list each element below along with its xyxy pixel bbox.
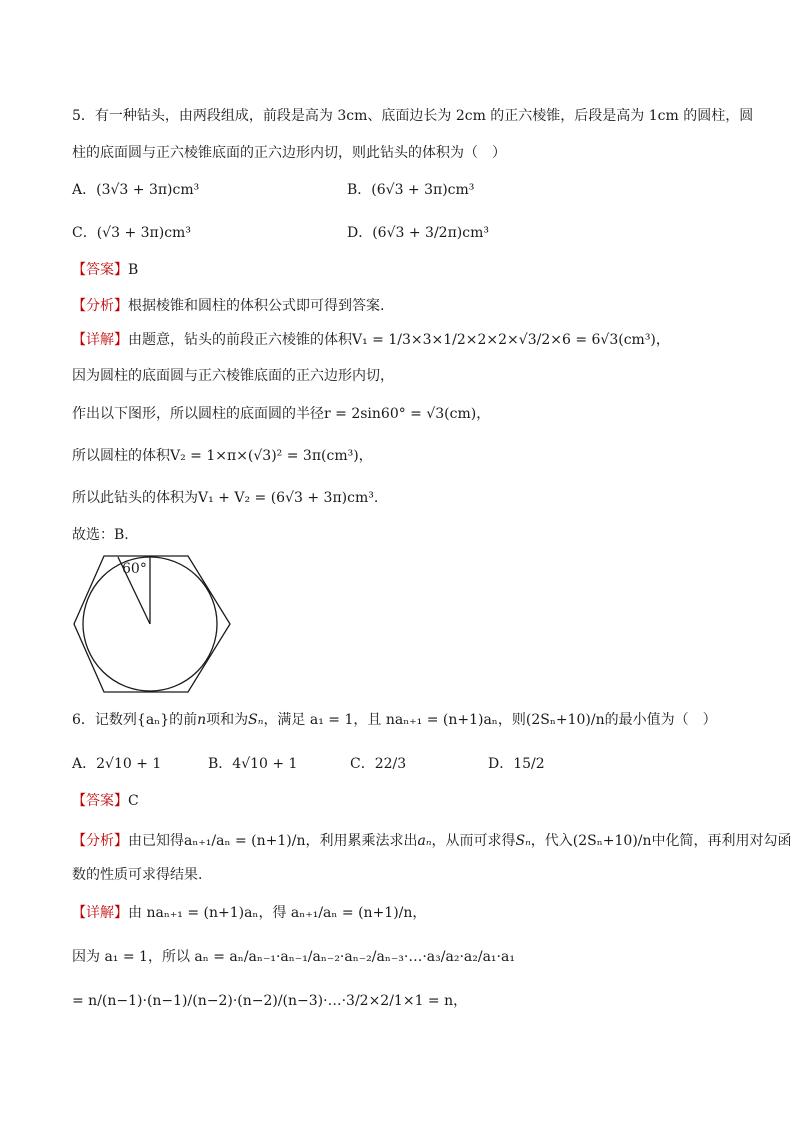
detail-text: 所以此钻头的体积为 (72, 490, 198, 506)
q6-stem (72, 710, 717, 730)
q6-detail-2: 因为 a₁ = 1，所以 aₙ = aₙ/aₙ₋₁·aₙ₋₁/aₙ₋₂·aₙ₋₂/aₙ₋₃·…·a₃/a₂·a₂/a₁·a₁ (72, 949, 515, 965)
q6-stem-mid2: 项和为 (206, 712, 249, 728)
analysis-text: ，从而可求得 (431, 833, 516, 849)
analysis-expr: (2Sₙ+10)/n (572, 833, 652, 849)
answer-value: B (128, 262, 139, 278)
detail-text: 所以圆柱的体积 (72, 448, 170, 464)
q5-detail-4 (72, 446, 373, 466)
q5-analysis (72, 296, 384, 316)
analysis-text: ，利用累乘法求出 (305, 833, 418, 849)
q6-stem-end: 的最小值为（ ） (604, 712, 717, 728)
hexagon (74, 556, 230, 692)
detail-equation: V₂ = 1×π×(√3)² = 3π(cm³)， (170, 448, 373, 464)
q6-stem-seq: {aₙ} (136, 712, 170, 728)
analysis-text: 由已知得 (128, 833, 184, 849)
q6-option-d: D．15/2 (488, 756, 545, 772)
analysis-sn: Sₙ (515, 833, 531, 849)
detail-tag: 【详解】 (72, 905, 128, 921)
q6-answer (72, 791, 139, 811)
q6-option-b: B．4√10 + 1 (208, 756, 298, 772)
q5-choose: 故选：B. (72, 527, 129, 543)
hexagon-inscribed-circle-figure (70, 552, 240, 697)
analysis-equation: aₙ₊₁/aₙ = (n+1)/n (184, 833, 306, 849)
q6-option-c: C．22/3 (350, 756, 407, 772)
analysis-tag: 【分析】 (72, 833, 128, 849)
analysis-text: 中化简，再利用对勾函 (651, 833, 792, 849)
detail-text: 由 naₙ₊₁ = (n+1)aₙ，得 aₙ₊₁/aₙ = (n+1)/n， (128, 905, 427, 921)
q6-detail-1 (72, 903, 426, 923)
answer-tag: 【答案】 (72, 793, 128, 809)
q6-stem-expr: (2Sₙ+10)/n (525, 712, 605, 728)
detail-tag: 【详解】 (72, 332, 128, 348)
q5-answer (72, 260, 138, 280)
q5-option-b: B．(6√3 + 3π)cm³ (347, 182, 475, 198)
q6-detail-3: = n/(n−1)·(n−1)/(n−2)·(n−2)/(n−3)·…·3/2×2/1×1 = n， (72, 993, 468, 1009)
detail-text: 作出以下图形，所以圆柱的底面圆的半径 (72, 406, 324, 422)
q5-stem-line2: 柱的底面圆与正六棱锥底面的正六边形内切，则此钻头的体积为（ ） (72, 145, 506, 161)
q5-option-a: A．(3√3 + 3π)cm³ (72, 182, 200, 198)
q6-stem-n: n (197, 712, 207, 728)
q6-analysis-2: 数的性质可求得结果. (72, 867, 203, 883)
q6-stem-pre: 6．记数列 (72, 712, 137, 728)
analysis-an: aₙ (417, 833, 432, 849)
detail-text: 由题意，钻头的前段正六棱锥的体积 (128, 332, 352, 348)
answer-value: C (128, 793, 139, 809)
angle-label: 60° (122, 561, 147, 577)
detail-equation: V₁ = 1/3×3×1/2×2×2×√3/2×6 = 6√3(cm³)， (352, 332, 670, 348)
q5-option-c: C．(√3 + 3π)cm³ (72, 225, 191, 241)
analysis-text: 根据棱锥和圆柱的体积公式即可得到答案. (128, 298, 385, 314)
analysis-text: ，代入 (530, 833, 573, 849)
q6-stem-cond: ，满足 a₁ = 1，且 naₙ₊₁ = (n+1)aₙ，则 (263, 712, 526, 728)
q6-stem-sn: Sₙ (248, 712, 264, 728)
q5-detail-1 (72, 330, 670, 350)
q5-stem-line1: 5．有一种钻头，由两段组成，前段是高为 3cm、底面边长为 2cm 的正六棱锥，后段是高为 1cm 的圆柱，圆 (72, 108, 754, 124)
q5-detail-5 (72, 488, 378, 508)
q6-analysis-1 (72, 831, 792, 851)
detail-equation: V₁ + V₂ = (6√3 + 3π)cm³. (198, 490, 379, 506)
q5-option-d: D．(6√3 + 3/2π)cm³ (347, 225, 489, 241)
detail-equation: r = 2sin60° = √3(cm)， (324, 406, 491, 422)
analysis-tag: 【分析】 (72, 298, 128, 314)
q6-option-a: A．2√10 + 1 (72, 756, 162, 772)
q5-detail-2: 因为圆柱的底面圆与正六棱锥底面的正六边形内切， (72, 368, 394, 384)
answer-tag: 【答案】 (72, 262, 128, 278)
q5-detail-3 (72, 404, 490, 424)
q6-stem-mid: 的前 (169, 712, 198, 728)
